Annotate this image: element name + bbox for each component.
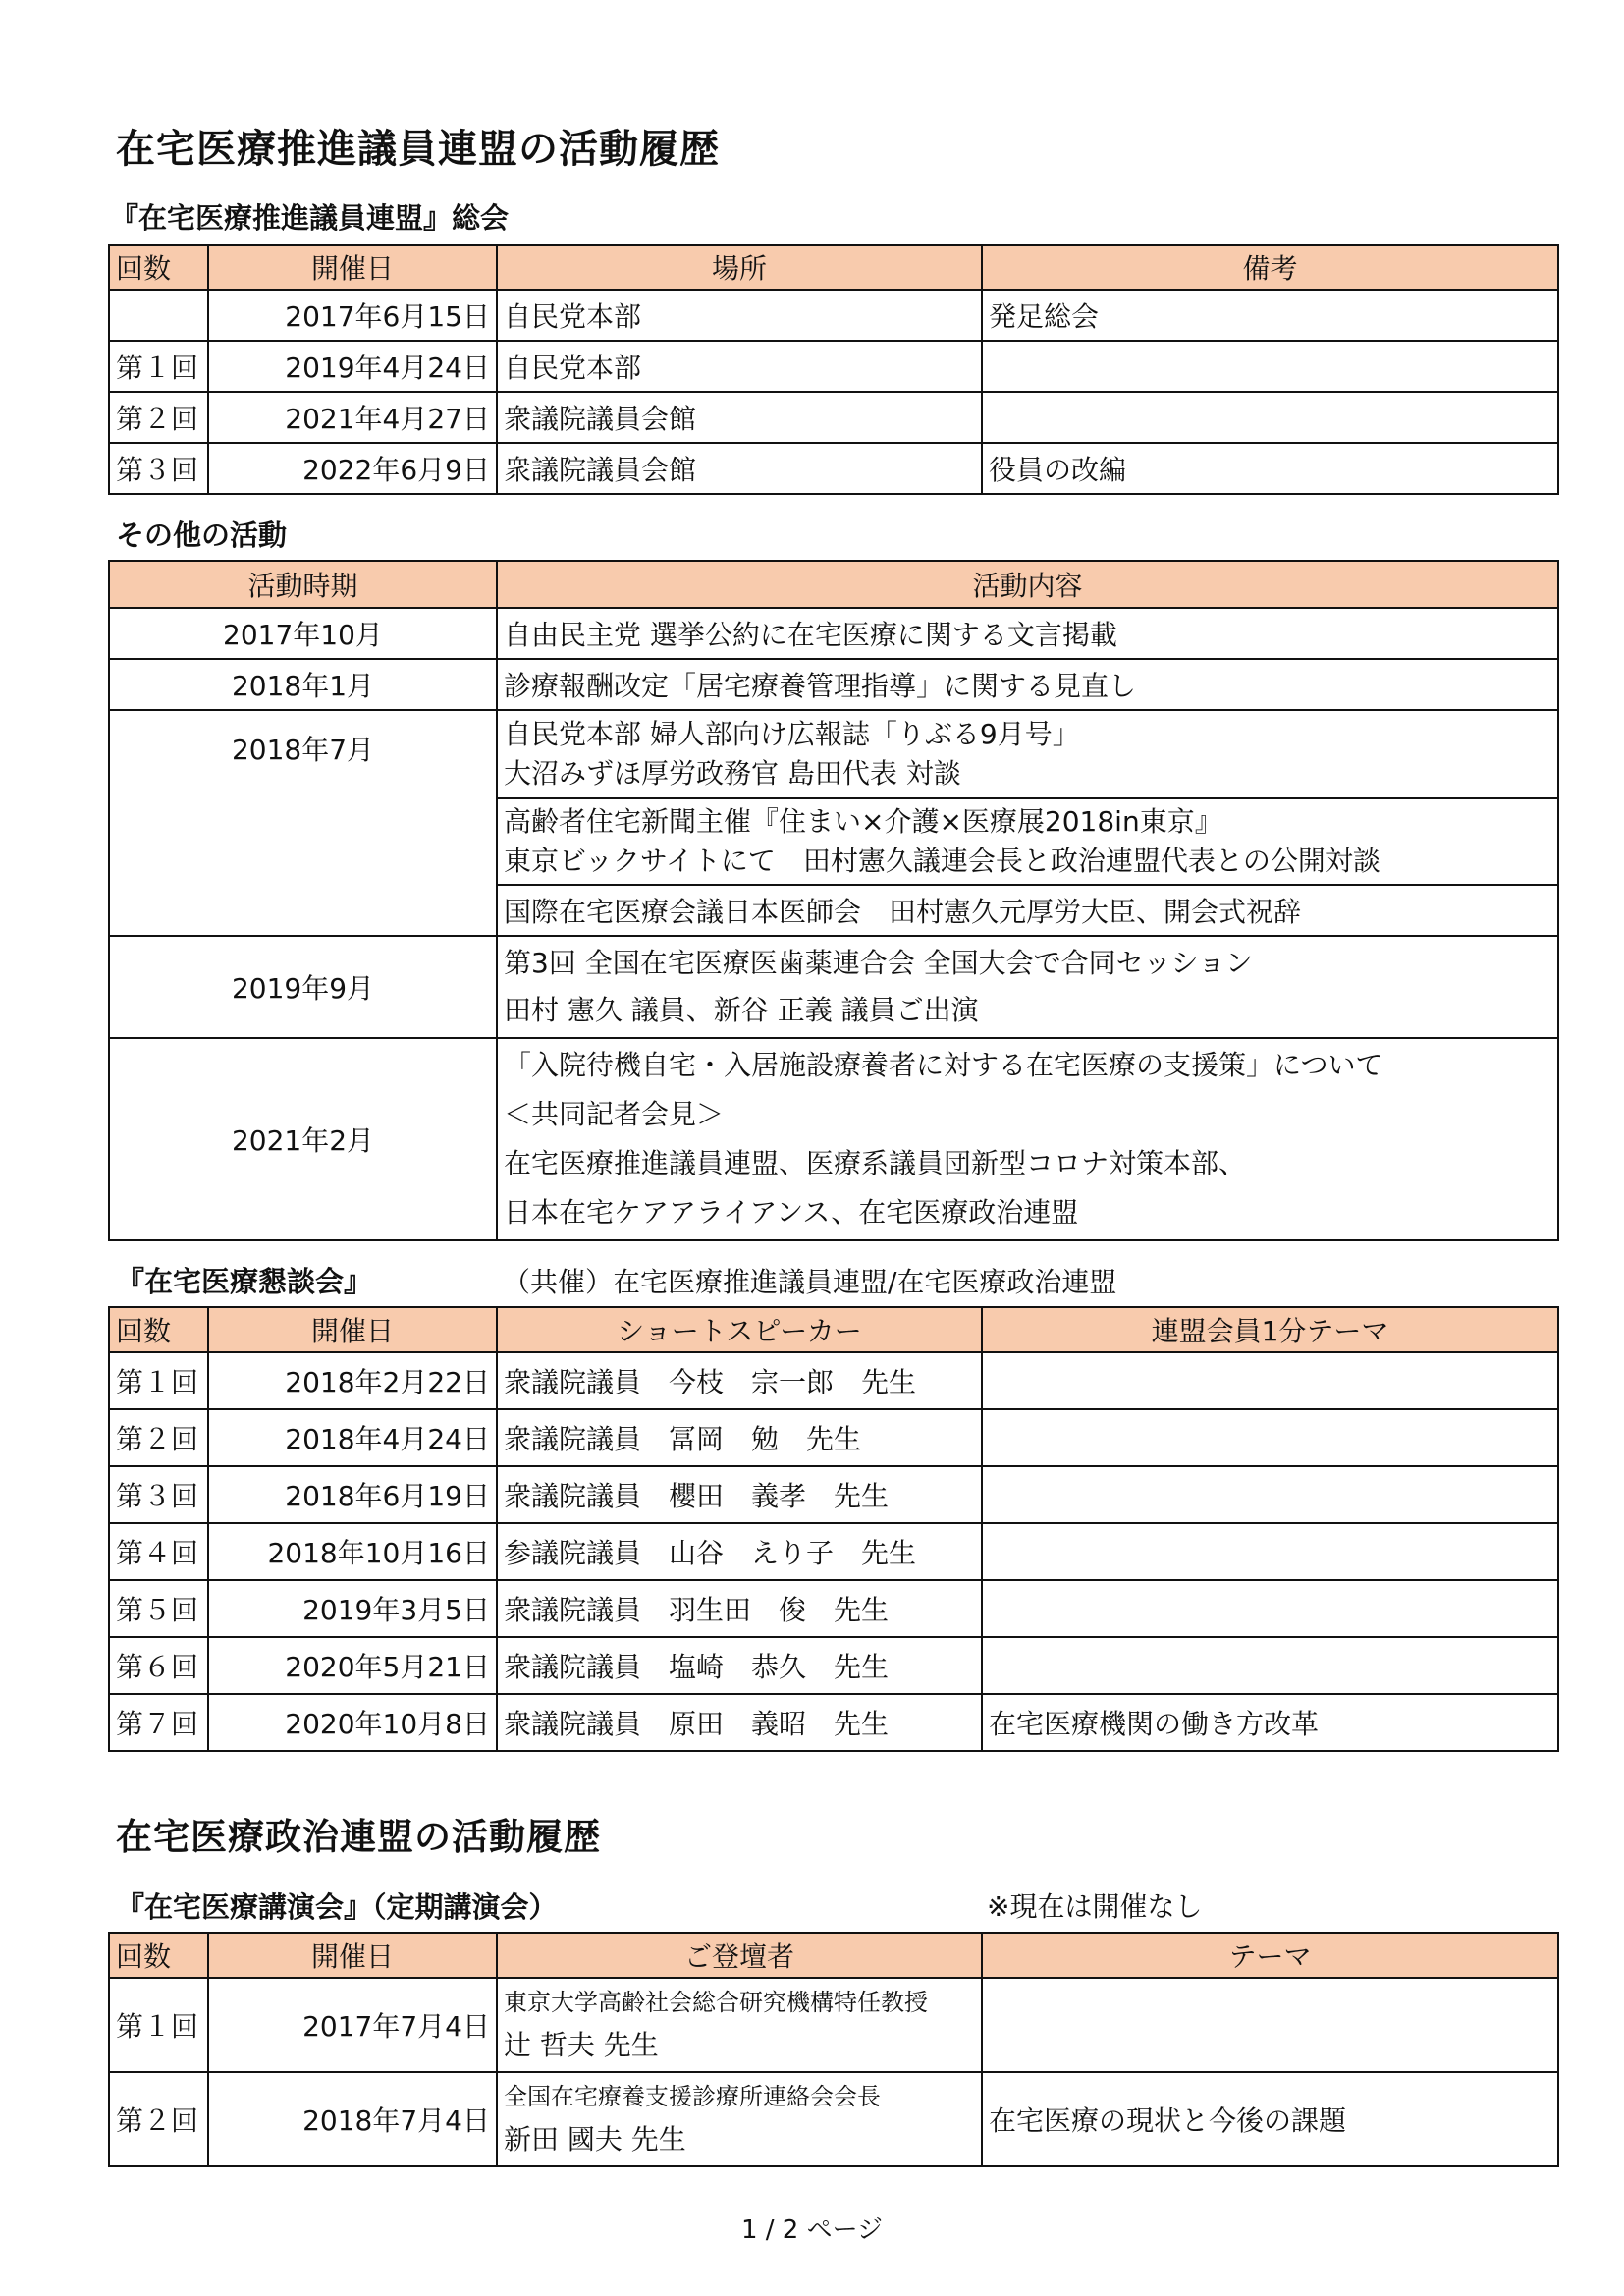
page-number: 1 / 2 ページ (740, 2215, 884, 2245)
table-header-row (109, 1933, 1558, 1978)
speaker-cell: 参議院議員 山谷 えり子 先生 (497, 1523, 982, 1580)
theme-cell (982, 1637, 1558, 1694)
table-row (109, 1637, 1558, 1694)
count-cell: 第２回 (109, 392, 208, 443)
table-row (109, 392, 1558, 443)
note-cell (982, 392, 1558, 443)
table-row (109, 936, 1558, 1038)
speaker-name: 辻 哲夫 先生 (504, 2029, 659, 2061)
table-row (109, 341, 1558, 392)
speaker-cell (497, 2072, 982, 2166)
content-cell: 国際在宅医療会議日本医師会 田村憲久元厚労大臣、開会式祝辞 (497, 885, 1558, 936)
header-place: 場所 (497, 245, 982, 290)
theme-cell (982, 1409, 1558, 1466)
header-date: 開催日 (208, 1933, 497, 1978)
count-cell: 第３回 (109, 1466, 208, 1523)
place-cell: 自民党本部 (497, 290, 982, 341)
speaker-affiliation: 東京大学高齢社会総合研究機構特任教授 (504, 1989, 928, 2016)
table-header-row (109, 1307, 1558, 1352)
content-line: 第3回 全国在宅医療医歯薬連合会 全国大会で合同セッション (504, 947, 1254, 979)
theme-cell: 在宅医療の現状と今後の課題 (982, 2072, 1558, 2166)
table-row (109, 608, 1558, 659)
date-cell: 2017年7月4日 (208, 1978, 497, 2072)
speaker-name: 新田 國夫 先生 (504, 2123, 686, 2156)
period-cell: 2018年1月 (109, 659, 497, 710)
content-line: 在宅医療推進議員連盟、医療系議員団新型コロナ対策本部、 (504, 1147, 1247, 1179)
konwakai-table (108, 1306, 1559, 1752)
table-row (109, 443, 1558, 494)
header-count: 回数 (109, 1933, 208, 1978)
content-line: 高齢者住宅新聞主催『住まい×介護×医療展2018in東京』 (504, 805, 1222, 838)
count-cell: 第３回 (109, 443, 208, 494)
count-cell: 第２回 (109, 1409, 208, 1466)
content-cell (497, 1038, 1558, 1240)
table-row (109, 1409, 1558, 1466)
count-cell (109, 290, 208, 341)
table-row (109, 1352, 1558, 1409)
lecture-table (108, 1932, 1559, 2167)
header-period: 活動時期 (109, 561, 497, 608)
content-line: 東京ビックサイトにて 田村憲久議連会長と政治連盟代表との公開対談 (504, 845, 1380, 877)
konwakai-cohost: （共催）在宅医療推進議員連盟/在宅医療政治連盟 (503, 1266, 1117, 1298)
count-cell: 第１回 (109, 1978, 208, 2072)
date-cell: 2018年4月24日 (208, 1409, 497, 1466)
content-cell (497, 710, 1558, 798)
theme-cell (982, 1523, 1558, 1580)
content-line: 日本在宅ケアアライアンス、在宅医療政治連盟 (504, 1196, 1079, 1229)
table-row (109, 710, 1558, 798)
speaker-cell: 衆議院議員 塩崎 恭久 先生 (497, 1637, 982, 1694)
theme-cell (982, 1466, 1558, 1523)
period-cell: 2021年2月 (109, 1038, 497, 1240)
content-cell (497, 798, 1558, 885)
date-cell: 2018年10月16日 (208, 1523, 497, 1580)
note-cell: 発足総会 (982, 290, 1558, 341)
theme-cell: 在宅医療機関の働き方改革 (982, 1694, 1558, 1751)
table-row (109, 1694, 1558, 1751)
header-theme: 連盟会員1分テーマ (982, 1307, 1558, 1352)
header-speaker: ご登壇者 (497, 1933, 982, 1978)
content-cell: 診療報酬改定「居宅療養管理指導」に関する見直し (497, 659, 1558, 710)
note-cell (982, 341, 1558, 392)
count-cell: 第５回 (109, 1580, 208, 1637)
content-cell (497, 936, 1558, 1038)
count-cell: 第４回 (109, 1523, 208, 1580)
other-activities-table (108, 560, 1559, 1241)
table-row (109, 1523, 1558, 1580)
other-activities-heading: その他の活動 (116, 519, 288, 552)
table-row (109, 1466, 1558, 1523)
table-row (109, 1580, 1558, 1637)
konwakai-heading: 『在宅医療懇談会』 (116, 1265, 373, 1298)
speaker-cell: 衆議院議員 冨岡 勉 先生 (497, 1409, 982, 1466)
lecture-note: ※現在は開催なし (987, 1890, 1203, 1923)
theme-cell (982, 1580, 1558, 1637)
count-cell: 第７回 (109, 1694, 208, 1751)
general-meeting-heading: 『在宅医療推進議員連盟』総会 (110, 201, 510, 235)
table-row (109, 1038, 1558, 1240)
place-cell: 衆議院議員会館 (497, 443, 982, 494)
content-line: 田村 憲久 議員、新谷 正義 議員ご出演 (504, 994, 979, 1026)
date-cell: 2017年6月15日 (208, 290, 497, 341)
speaker-cell: 衆議院議員 羽生田 俊 先生 (497, 1580, 982, 1637)
date-cell: 2022年6月9日 (208, 443, 497, 494)
section2-title: 在宅医療政治連盟の活動履歴 (116, 1816, 601, 1858)
general-meeting-table (108, 244, 1559, 495)
header-count: 回数 (109, 245, 208, 290)
period-cell: 2017年10月 (109, 608, 497, 659)
place-cell: 自民党本部 (497, 341, 982, 392)
count-cell: 第１回 (109, 341, 208, 392)
content-line: 自民党本部 婦人部向け広報誌「りぶる9月号」 (504, 718, 1080, 750)
header-theme: テーマ (982, 1933, 1558, 1978)
speaker-cell: 衆議院議員 原田 義昭 先生 (497, 1694, 982, 1751)
count-cell: 第６回 (109, 1637, 208, 1694)
speaker-affiliation: 全国在宅療養支援診療所連絡会会長 (504, 2083, 881, 2110)
period-cell: 2018年7月 (109, 710, 497, 936)
table-row (109, 1978, 1558, 2072)
theme-cell (982, 1978, 1558, 2072)
speaker-cell (497, 1978, 982, 2072)
table-row (109, 2072, 1558, 2166)
content-line: ＜共同記者会見＞ (504, 1098, 725, 1130)
note-cell: 役員の改編 (982, 443, 1558, 494)
speaker-cell: 衆議院議員 櫻田 義孝 先生 (497, 1466, 982, 1523)
date-cell: 2020年10月8日 (208, 1694, 497, 1751)
period-cell: 2019年9月 (109, 936, 497, 1038)
page-title: 在宅医療推進議員連盟の活動履歴 (116, 127, 720, 172)
header-speaker: ショートスピーカー (497, 1307, 982, 1352)
header-date: 開催日 (208, 245, 497, 290)
date-cell: 2018年7月4日 (208, 2072, 497, 2166)
header-date: 開催日 (208, 1307, 497, 1352)
header-content: 活動内容 (497, 561, 1558, 608)
count-cell: 第１回 (109, 1352, 208, 1409)
theme-cell (982, 1352, 1558, 1409)
date-cell: 2018年2月22日 (208, 1352, 497, 1409)
header-note: 備考 (982, 245, 1558, 290)
table-row (109, 659, 1558, 710)
table-header-row (109, 561, 1558, 608)
date-cell: 2018年6月19日 (208, 1466, 497, 1523)
content-line: 「入院待機自宅・入居施設療養者に対する在宅医療の支援策」について (504, 1049, 1383, 1081)
content-line: 大沼みずほ厚労政務官 島田代表 対談 (504, 757, 961, 790)
place-cell: 衆議院議員会館 (497, 392, 982, 443)
lecture-heading: 『在宅医療講演会』（定期講演会） (116, 1890, 558, 1924)
speaker-cell: 衆議院議員 今枝 宗一郎 先生 (497, 1352, 982, 1409)
table-header-row (109, 245, 1558, 290)
date-cell: 2019年3月5日 (208, 1580, 497, 1637)
table-row (109, 290, 1558, 341)
date-cell: 2019年4月24日 (208, 341, 497, 392)
date-cell: 2021年4月27日 (208, 392, 497, 443)
count-cell: 第２回 (109, 2072, 208, 2166)
header-count: 回数 (109, 1307, 208, 1352)
date-cell: 2020年5月21日 (208, 1637, 497, 1694)
content-cell: 自由民主党 選挙公約に在宅医療に関する文言掲載 (497, 608, 1558, 659)
